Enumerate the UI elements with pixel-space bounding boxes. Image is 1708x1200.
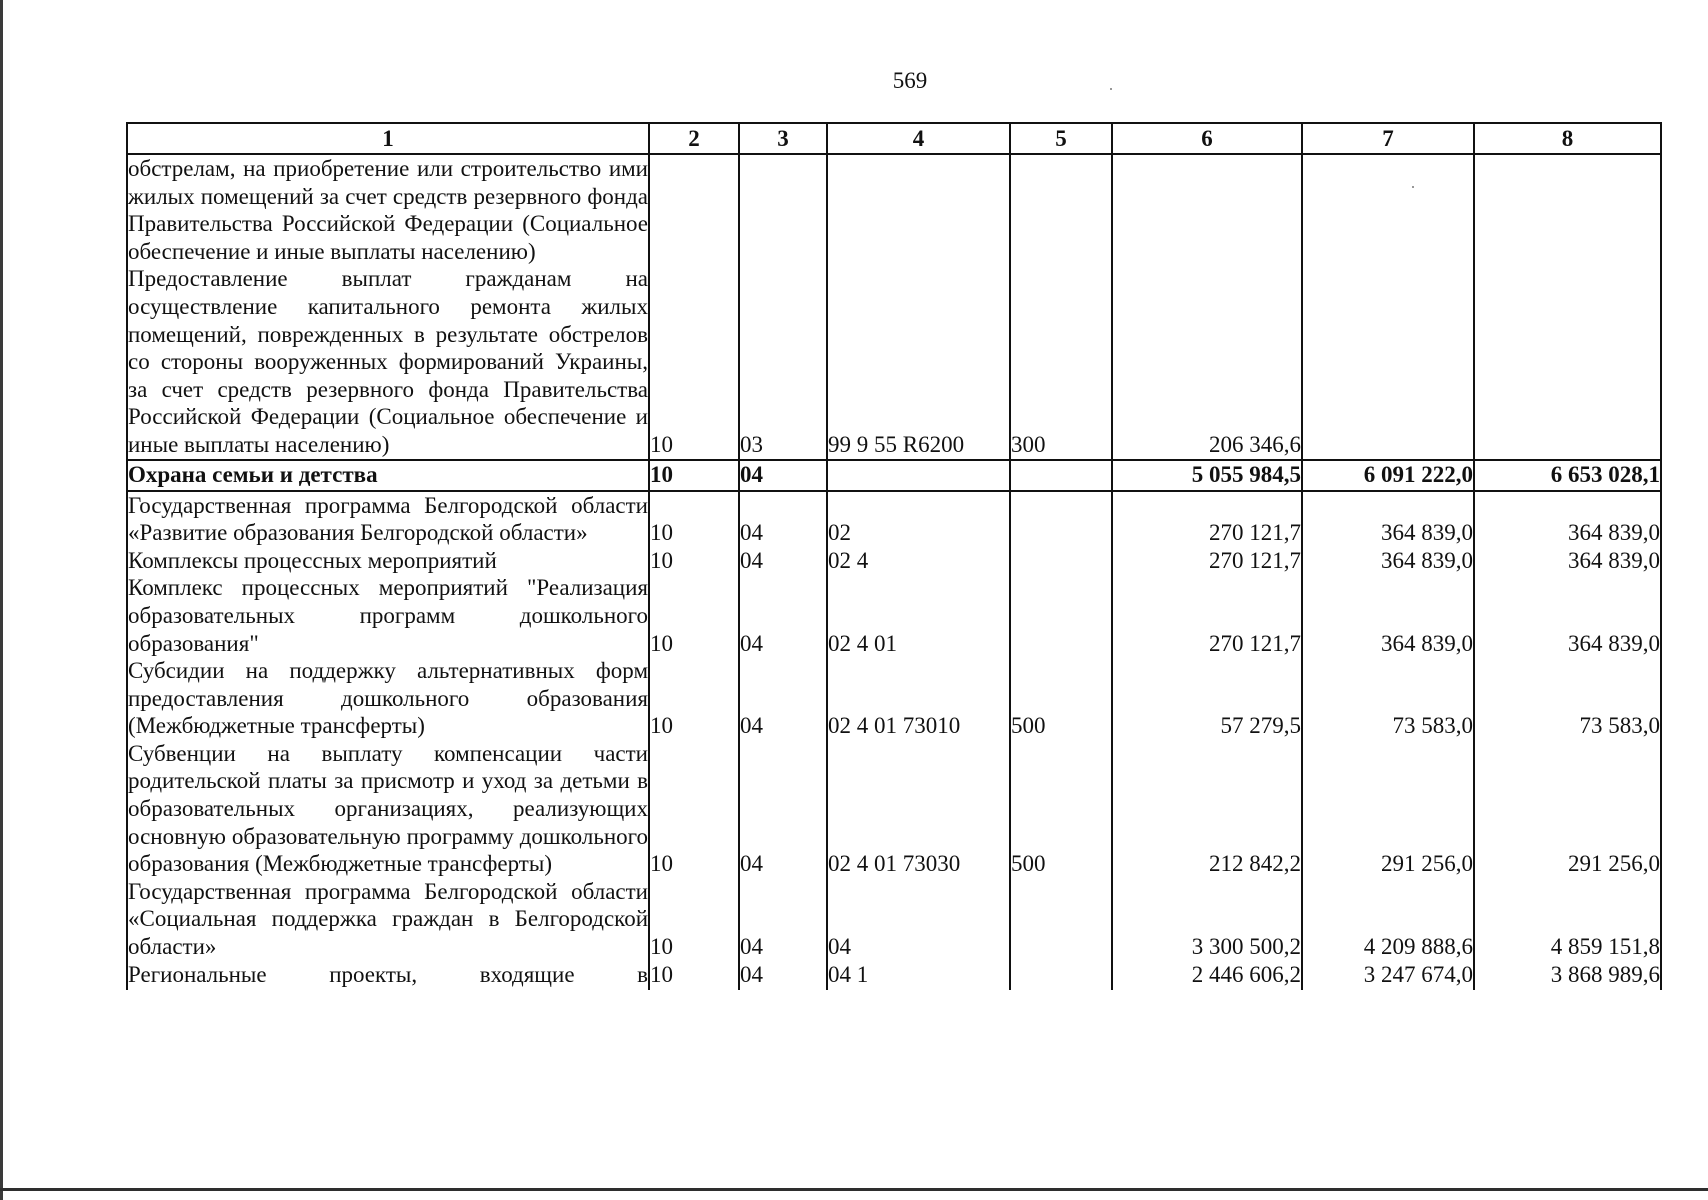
scan-edge (0, 1188, 1708, 1191)
row-expense-type (1010, 460, 1112, 491)
row-name: Предоставление выплат гражданам на осуществление капитального ремонта жилых помещений, поврежденных в результате обстрелов со стороны вооруженных формирований Украины, за счет средств резервного фонда Правительства Российской Федерации (Социальное обеспечение и иные выплаты населению) (127, 265, 649, 459)
row-target-article: 02 (827, 491, 1010, 547)
table-row (127, 547, 1661, 575)
row-amount-year2: 73 583,0 (1302, 657, 1474, 740)
table-row (127, 961, 1661, 991)
row-amount-year3: 364 839,0 (1474, 491, 1661, 547)
row-amount-year1: 57 279,5 (1112, 657, 1302, 740)
row-section-code: 10 (649, 460, 739, 491)
row-amount-year1: 5 055 984,5 (1112, 460, 1302, 491)
row-subsection-code: 03 (739, 265, 827, 459)
row-amount-year1: 270 121,7 (1112, 491, 1302, 547)
row-expense-type: 500 (1010, 740, 1112, 878)
row-target-article: 04 1 (827, 961, 1010, 991)
row-expense-type (1010, 961, 1112, 991)
row-amount-year1: 2 446 606,2 (1112, 961, 1302, 991)
row-amount-year3 (1474, 154, 1661, 265)
row-amount-year2: 3 247 674,0 (1302, 961, 1474, 991)
row-name: Охрана семьи и детства (127, 460, 649, 491)
row-amount-year3: 291 256,0 (1474, 740, 1661, 878)
row-amount-year3: 3 868 989,6 (1474, 961, 1661, 991)
row-name: Государственная программа Белгородской области «Социальная поддержка граждан в Белгородской области» (128, 878, 648, 960)
table-row (127, 491, 1661, 547)
row-target-article (827, 460, 1010, 491)
row-amount-year3 (1474, 265, 1661, 459)
row-name: Комплекс процессных мероприятий "Реализация образовательных программ дошкольного образования" (128, 575, 648, 656)
table-row (127, 154, 1661, 265)
row-amount-year1 (1112, 154, 1302, 265)
row-subsection-code: 04 (739, 547, 827, 575)
row-name: Государственная программа Белгородской области «Развитие образования Белгородской области» (128, 492, 648, 546)
row-amount-year1: 3 300 500,2 (1112, 878, 1302, 961)
row-amount-year3: 364 839,0 (1474, 574, 1661, 657)
row-expense-type (1010, 878, 1112, 961)
row-amount-year1: 270 121,7 (1112, 547, 1302, 575)
column-header: 8 (1474, 123, 1661, 154)
table-row (127, 265, 1661, 459)
row-section-code: 10 (649, 878, 739, 961)
page-number: 569 (892, 68, 928, 93)
row-target-article: 02 4 01 73030 (827, 740, 1010, 878)
row-amount-year1: 206 346,6 (1112, 265, 1302, 459)
row-subsection-code: 04 (739, 574, 827, 657)
row-amount-year2: 6 091 222,0 (1302, 460, 1474, 491)
row-name: Субсидии на поддержку альтернативных форм предоставления дошкольного образования (Межбюджетные трансферты) (128, 658, 648, 739)
row-amount-year3: 4 859 151,8 (1474, 878, 1661, 961)
row-section-code (649, 154, 739, 265)
row-name: обстрелам, на приобретение или строительство ими жилых помещений за счет средств резервного фонда Правительства Российской Федерации (Социальное обеспечение и иные выплаты населению) (128, 156, 648, 264)
column-header: 6 (1112, 123, 1302, 154)
row-expense-type: 500 (1010, 657, 1112, 740)
row-expense-type (1010, 547, 1112, 575)
column-header: 1 (127, 123, 649, 154)
row-name: Комплексы процессных мероприятий (127, 547, 649, 575)
row-amount-year2: 364 839,0 (1302, 574, 1474, 657)
table-row (127, 878, 1661, 961)
row-subsection-code: 04 (739, 878, 827, 961)
row-subsection-code: 04 (739, 657, 827, 740)
row-section-code: 10 (649, 547, 739, 575)
header-row (127, 123, 1661, 154)
row-section-code: 10 (649, 265, 739, 459)
row-subsection-code (739, 154, 827, 265)
row-subsection-code: 04 (739, 460, 827, 491)
row-section-code: 10 (649, 961, 739, 991)
row-amount-year3: 73 583,0 (1474, 657, 1661, 740)
row-section-code: 10 (649, 740, 739, 878)
row-target-article: 02 4 (827, 547, 1010, 575)
row-amount-year1: 212 842,2 (1112, 740, 1302, 878)
row-section-code: 10 (649, 574, 739, 657)
row-subsection-code: 04 (739, 491, 827, 547)
row-target-article: 02 4 01 (827, 574, 1010, 657)
column-header: 2 (649, 123, 739, 154)
row-amount-year3: 364 839,0 (1474, 547, 1661, 575)
row-target-article: 99 9 55 R6200 (827, 265, 1010, 459)
row-expense-type (1010, 154, 1112, 265)
row-expense-type: 300 (1010, 265, 1112, 459)
row-name: Региональные проекты, входящие в (127, 961, 649, 991)
column-header: 7 (1302, 123, 1474, 154)
row-amount-year2 (1302, 265, 1474, 459)
row-name: Субвенции на выплату компенсации части родительской платы за присмотр и уход за детьми в образовательных организациях, реализующих основную образовательную программу дошкольного образования (Межбюджетные трансферты) (128, 740, 648, 877)
column-header: 3 (739, 123, 827, 154)
table-row (127, 740, 1661, 878)
table-row (127, 657, 1661, 740)
row-section-code: 10 (649, 657, 739, 740)
column-header: 5 (1010, 123, 1112, 154)
row-subsection-code: 04 (739, 961, 827, 991)
row-amount-year2: 4 209 888,6 (1302, 878, 1474, 961)
row-amount-year2 (1302, 154, 1474, 265)
row-target-article: 04 (827, 878, 1010, 961)
row-subsection-code: 04 (739, 740, 827, 878)
row-section-code: 10 (649, 491, 739, 547)
scan-edge (0, 0, 3, 1200)
section-row (127, 460, 1661, 491)
row-target-article (827, 154, 1010, 265)
row-amount-year2: 364 839,0 (1302, 547, 1474, 575)
row-amount-year2: 364 839,0 (1302, 491, 1474, 547)
row-expense-type (1010, 491, 1112, 547)
row-amount-year2: 291 256,0 (1302, 740, 1474, 878)
row-target-article: 02 4 01 73010 (827, 657, 1010, 740)
row-amount-year3: 6 653 028,1 (1474, 460, 1661, 491)
row-expense-type (1010, 574, 1112, 657)
row-amount-year1: 270 121,7 (1112, 574, 1302, 657)
budget-table (126, 122, 1662, 990)
column-header: 4 (827, 123, 1010, 154)
table-row (127, 574, 1661, 657)
